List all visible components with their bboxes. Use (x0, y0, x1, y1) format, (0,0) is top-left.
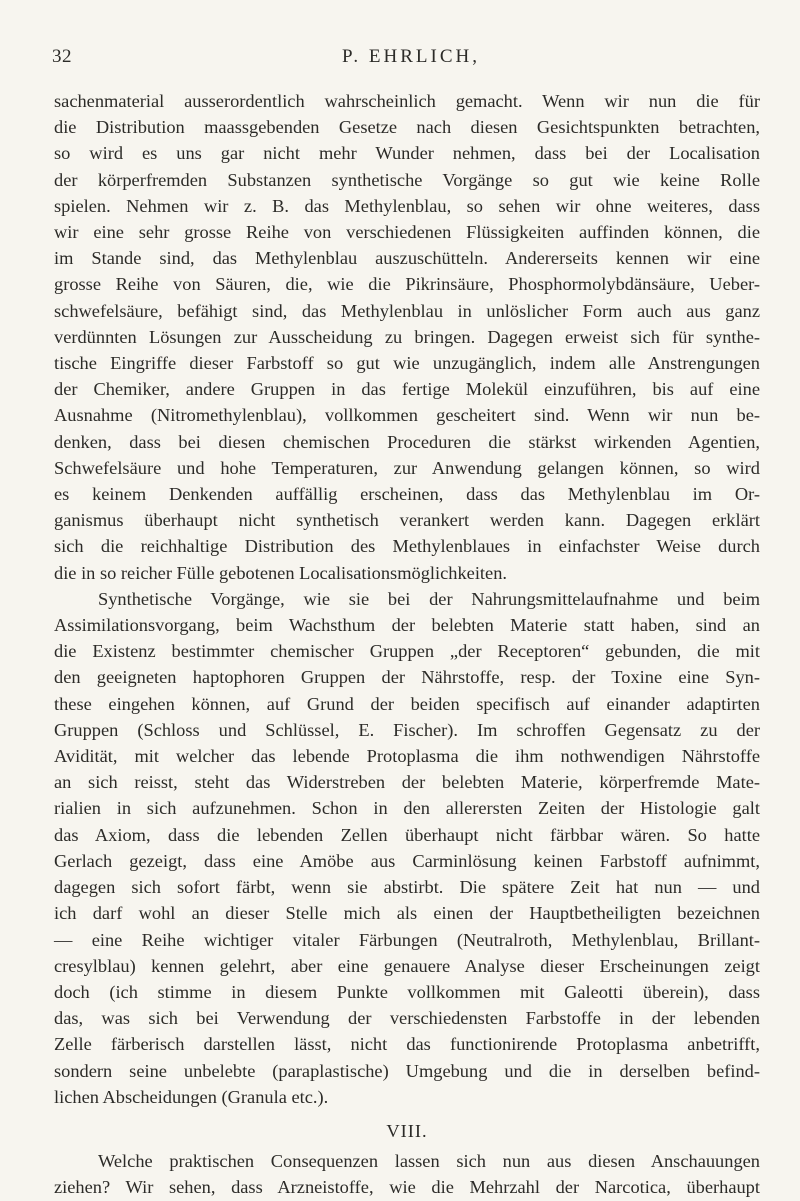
running-head: P. EHRLICH, (341, 46, 481, 67)
text-line: Ausnahme (Nitromethylenblau), vollkommen gescheitert sind. Wenn wir nun be- (54, 405, 760, 426)
text-line: an sich reisst, steht das Widerstreben der belebten Materie, körperfremde Mate- (54, 772, 760, 793)
text-line: — eine Reihe wichtiger vitaler Färbungen (Neutralroth, Methylenblau, Brillant- (54, 929, 760, 950)
text-line: der körperfremden Substanzen synthetische Vorgänge so gut wie keine Rolle (54, 169, 760, 190)
text-line: Avidität, mit welcher das lebende Protoplasma die ihm nothwendigen Nährstoffe (54, 746, 760, 767)
text-line: wir eine sehr grosse Reihe von verschiedenen Flüssigkeiten auffinden können, die (54, 222, 760, 243)
text-line: es keinem Denkenden auffällig erscheinen, dass das Methylenblau im Or- (54, 484, 760, 505)
text-line: Gerlach gezeigt, dass eine Amöbe aus Carminlösung keinen Farbstoff aufnimmt, (54, 850, 760, 871)
text-line: sich die reichhaltige Distribution des Methylenblaues in einfachster Weise durch (54, 536, 760, 557)
text-line: das, was sich bei Verwendung der verschiedensten Farbstoffe in der lebenden (54, 1008, 760, 1029)
page-header (52, 46, 760, 74)
text-line: Schwefelsäure und hohe Temperaturen, zur Anwendung gelangen können, so wird (54, 457, 760, 478)
text-line: Assimilationsvorgang, beim Wachsthum der belebten Materie statt haben, sind an (54, 615, 760, 636)
text-line: Synthetische Vorgänge, wie sie bei der Nahrungsmittelaufnahme und beim (98, 588, 760, 609)
text-line: ich darf wohl an dieser Stelle mich als einen der Hauptbetheiligten bezeichnen (54, 903, 760, 924)
section-heading: VIII. (386, 1120, 428, 1141)
text-line: doch (ich stimme in diesem Punkte vollkommen mit Galeotti überein), dass (54, 981, 760, 1002)
text-line: ziehen? Wir sehen, dass Arzneistoffe, wie die Mehrzahl der Narcotica, überhaupt (54, 1177, 760, 1198)
text-line: die Distribution maassgebenden Gesetze nach diesen Gesichtspunkten betrachten, (54, 117, 760, 138)
text-line: schwefelsäure, befähigt sind, das Methylenblau in unlöslicher Form auch aus ganz (54, 300, 760, 321)
text-line: Welche praktischen Consequenzen lassen sich nun aus diesen Anschauungen (98, 1151, 760, 1172)
text-line: cresylblau) kennen gelehrt, aber eine genauere Analyse dieser Erscheinungen zeigt (54, 955, 760, 976)
text-line: das Axiom, dass die lebenden Zellen überhaupt nicht färbbar wären. So hatte (54, 824, 760, 845)
text-line: spielen. Nehmen wir z. B. das Methylenblau, so sehen wir ohne weiteres, dass (54, 195, 760, 216)
text-line: so wird es uns gar nicht mehr Wunder nehmen, dass bei der Localisation (54, 143, 760, 164)
text-line: tische Eingriffe dieser Farbstoff so gut wie unzugänglich, indem alle Anstrengungen (54, 353, 760, 374)
text-line: denken, dass bei diesen chemischen Proceduren die stärkst wirkenden Agentien, (54, 431, 760, 452)
text-line: die in so reicher Fülle gebotenen Localisationsmöglichkeiten. (54, 562, 507, 583)
text-line: im Stande sind, das Methylenblau auszuschütteln. Andererseits kennen wir eine (54, 248, 760, 269)
text-line: sachenmaterial ausserordentlich wahrscheinlich gemacht. Wenn wir nun die für (54, 91, 760, 111)
text-line: die Existenz bestimmter chemischer Gruppen „der Receptoren“ gebunden, die mit (54, 641, 760, 662)
text-line: grosse Reihe von Säuren, die, wie die Pikrinsäure, Phosphormolybdänsäure, Ueber- (54, 274, 760, 295)
page-number: 32 (52, 46, 72, 67)
body-text (54, 88, 760, 1201)
text-line: dagegen sich sofort färbt, wenn sie abstirbt. Die spätere Zeit hat nun — und (54, 877, 760, 898)
text-line: Gruppen (Schloss und Schlüssel, E. Fischer). Im schroffen Gegensatz zu der (54, 719, 760, 740)
text-line: rialien in sich aufzunehmen. Schon in den allerersten Zeiten der Histologie galt (54, 798, 760, 819)
text-line: der Chemiker, andere Gruppen in das fertige Molekül einzuführen, bis auf eine (54, 379, 760, 400)
text-line: verdünnten Lösungen zur Ausscheidung zu bringen. Dagegen erweist sich für synthe- (54, 326, 760, 347)
text-line: these eingehen können, auf Grund der beiden specifisch auf einander adaptirten (54, 693, 760, 714)
text-line: ganismus überhaupt nicht synthetisch verankert werden kann. Dagegen erklärt (54, 510, 760, 531)
text-line: den geeigneten haptophoren Gruppen der Nährstoffe, resp. der Toxine eine Syn- (54, 667, 760, 688)
text-line: lichen Abscheidungen (Granula etc.). (54, 1086, 329, 1107)
text-line: Zelle färberisch darstellen lässt, nicht das functionirende Protoplasma anbetrifft, (54, 1034, 760, 1055)
text-line: sondern seine unbelebte (paraplastische) Umgebung und die in derselben befind- (54, 1060, 760, 1081)
